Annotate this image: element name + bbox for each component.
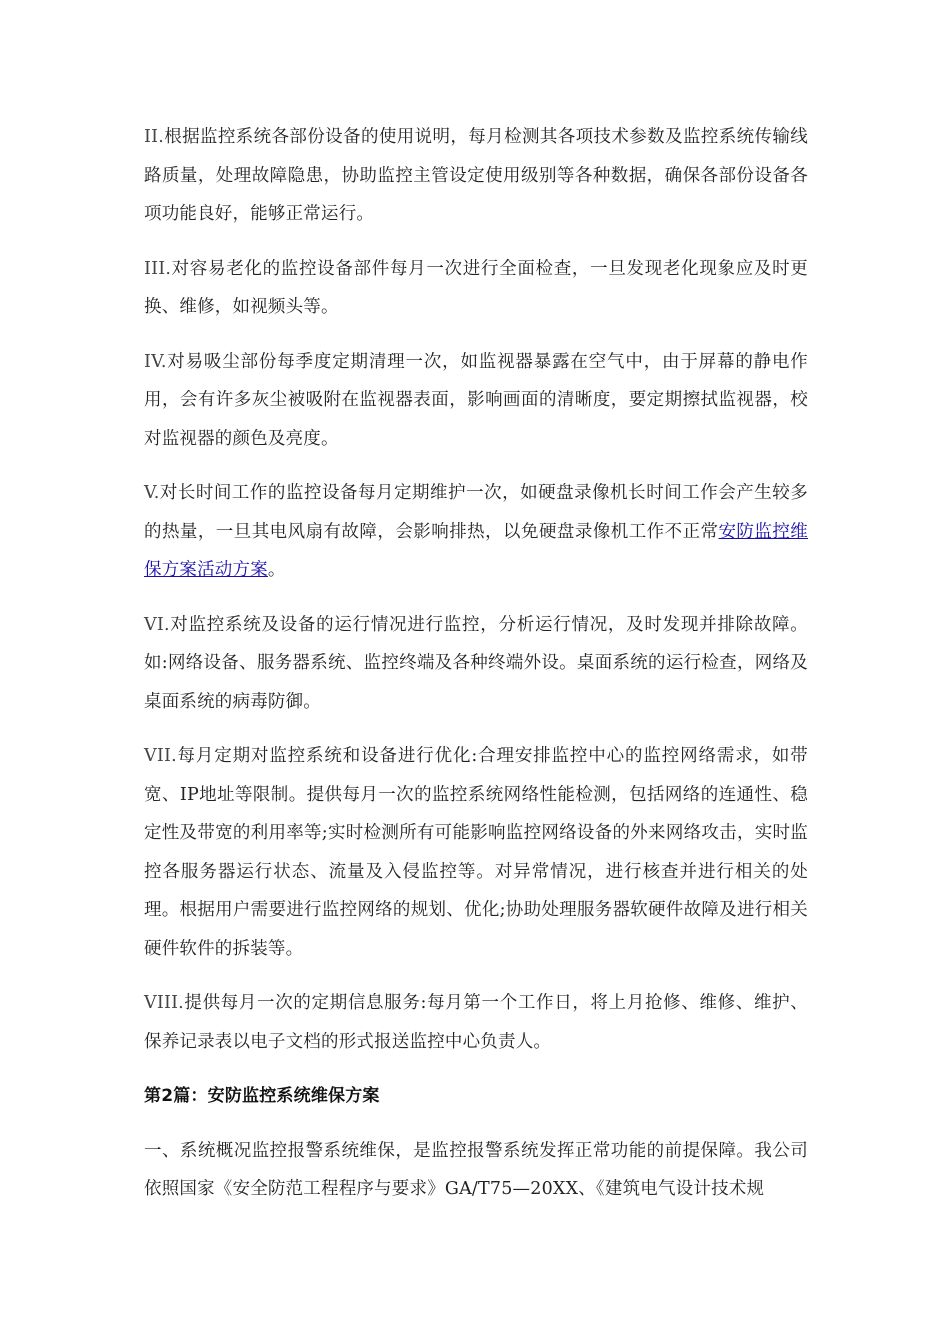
paragraph-text: 对容易老化的监控设备部件每月一次进行全面检查，一旦发现老化现象应及时更换、维修，如视频头等。 xyxy=(144,258,808,317)
paragraph-tail: 。 xyxy=(267,560,286,580)
document-body xyxy=(144,118,808,1225)
paragraph-ii xyxy=(144,118,808,234)
paragraph-text: 对长时间工作的监控设备每月定期维护一次，如硬盘录像机长时间工作会产生较多的热量，一旦其电风扇有故障，会影响排热，以免硬盘录像机工作不正常 xyxy=(144,483,808,542)
related-plan-link[interactable]: 安防监控维保方案活动方案 xyxy=(144,521,808,580)
paragraph-v xyxy=(144,474,808,590)
paragraph-vi xyxy=(144,606,808,722)
paragraph-number: V. xyxy=(144,483,160,503)
section-heading: 第2篇：安防监控系统维保方案 xyxy=(144,1086,380,1106)
paragraph-number: III. xyxy=(144,258,172,279)
paragraph-vii xyxy=(144,737,808,968)
section-intro-paragraph: 一、系统概况监控报警系统维保，是监控报警系统发挥正常功能的前提保障。我公司依照国家《安全防范工程程序与要求》GA/T75—20XX、《建筑电气设计技术规 xyxy=(144,1140,808,1199)
paragraph-number: VIII. xyxy=(144,993,184,1013)
paragraph-number: VI. xyxy=(144,614,170,635)
paragraph-number: II. xyxy=(144,127,164,147)
paragraph-text: 提供每月一次的定期信息服务:每月第一个工作日，将上月抢修、维修、维护、保养记录表以电子文档的形式报送监控中心负责人。 xyxy=(144,993,808,1052)
paragraph-text: 每月定期对监控系统和设备进行优化:合理安排监控中心的监控网络需求，如带宽、IP地址等限制。提供每月一次的监控系统网络性能检测，包括网络的连通性、稳定性及带宽的利用率等;实时检测所有可能影响监控网络设备的外来网络攻击，实时监控各服务器运行状态、流量及入侵监控等。对异常情况，进行核查并进行相关的处理。根据用户需要进行监控网络的规划、优化;协助处理服务器软硬件故障及进行相关硬件软件的拆装等。 xyxy=(144,746,808,959)
paragraph-text: 对易吸尘部份每季度定期清理一次，如监视器暴露在空气中，由于屏幕的静电作用，会有许多灰尘被吸附在监视器表面，影响画面的清晰度，要定期擦拭监视器，校对监视器的颜色及亮度。 xyxy=(144,351,808,449)
paragraph-iii xyxy=(144,250,808,327)
paragraph-text: 根据监控系统各部份设备的使用说明，每月检测其各项技术参数及监控系统传输线路质量，处理故障隐患，协助监控主管设定使用级别等各种数据，确保各部份设备各项功能良好，能够正常运行。 xyxy=(144,127,808,224)
paragraph-iv xyxy=(144,343,808,459)
paragraph-viii xyxy=(144,984,808,1061)
paragraph-text: 对监控系统及设备的运行情况进行监控，分析运行情况，及时发现并排除故障。如:网络设备、服务器系统、监控终端及各种终端外设。桌面系统的运行检查，网络及桌面系统的病毒防御。 xyxy=(144,614,808,712)
paragraph-number: IV. xyxy=(144,351,167,372)
paragraph-number: VII. xyxy=(144,746,177,766)
